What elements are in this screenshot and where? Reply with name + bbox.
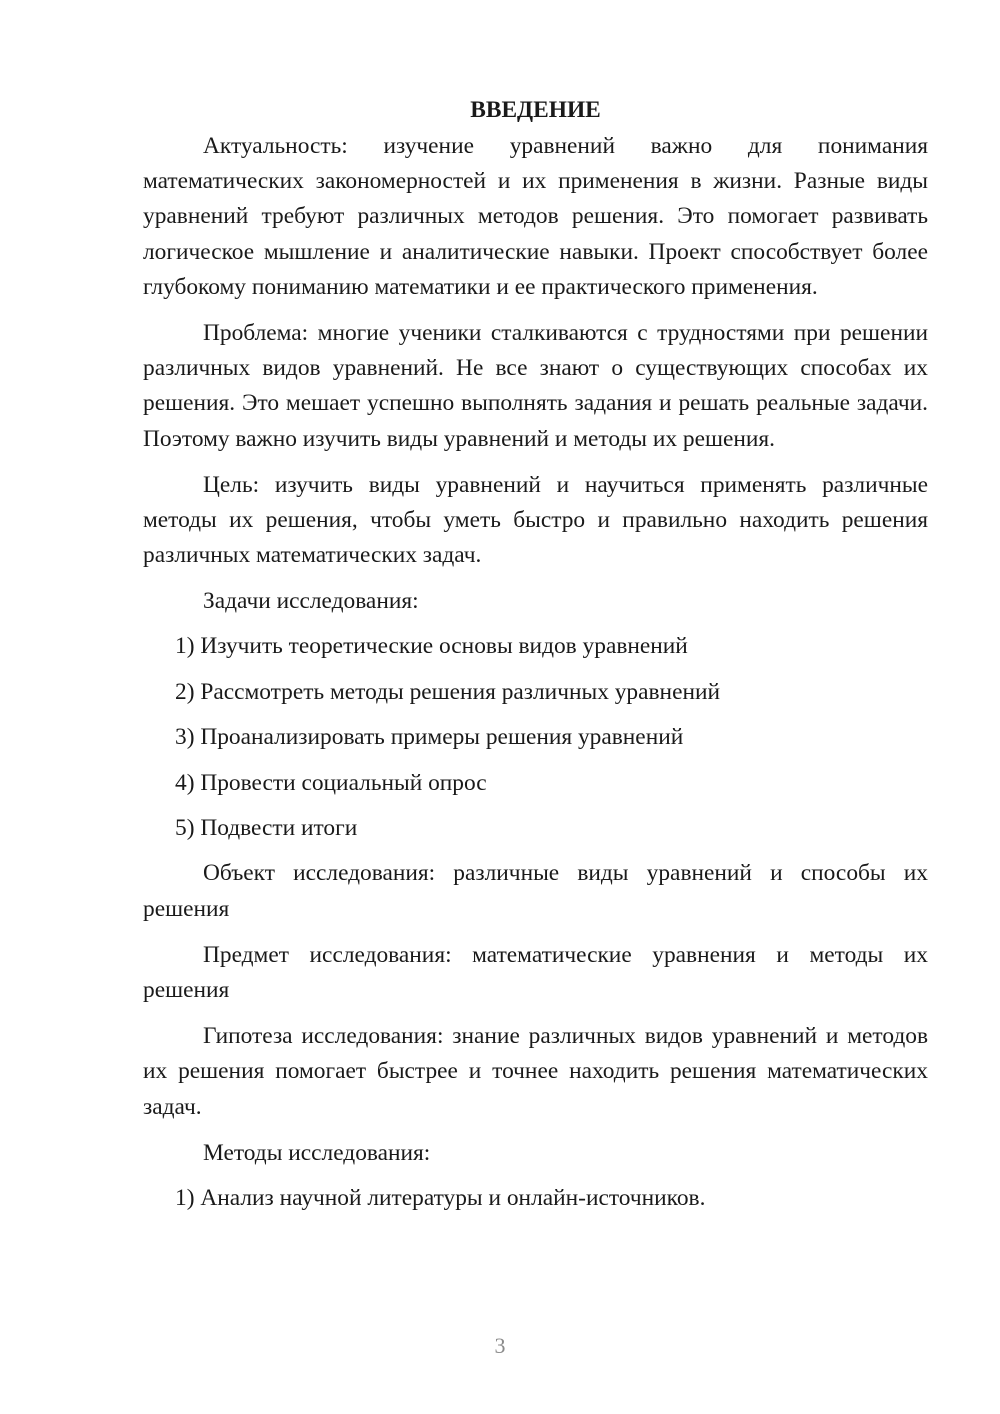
methods-list xyxy=(143,1181,928,1216)
paragraph-object: Объект исследования: различные виды уравнений и способы их решения xyxy=(143,860,928,922)
list-item: 5) Подвести итоги xyxy=(175,815,358,841)
paragraph-hypothesis: Гипотеза исследования: знание различных видов уравнений и методов их решения помогает быстрее и точнее находить решения математических задач. xyxy=(143,1023,928,1120)
section-title: ВВЕДЕНИЕ xyxy=(470,97,601,123)
paragraph-problem: Проблема: многие ученики сталкиваются с трудностями при решении различных видов уравнений. Не все знают о существующих способах их решения. Это мешает успешно выполнять задания и решать реальные задачи. Поэтому важно изучить виды уравнений и методы их решения. xyxy=(143,320,928,452)
tasks-list xyxy=(143,629,928,846)
paragraph-subject: Предмет исследования: математические уравнения и методы их решения xyxy=(143,941,928,1003)
list-item: 1) Анализ научной литературы и онлайн-источников. xyxy=(175,1184,706,1211)
paragraph-relevance: Актуальность: изучение уравнений важно для понимания математических закономерностей и их применения в жизни. Разные виды уравнений требуют различных методов решения. Это помогает развивать логическое мышление и аналитические навыки. Проект способствует более глубокому пониманию математики и ее практического применения. xyxy=(143,133,928,300)
list-item: 3) Проанализировать примеры решения уравнений xyxy=(175,724,684,751)
list-item: 4) Провести социальный опрос xyxy=(175,769,487,796)
document-page xyxy=(143,95,928,1226)
tasks-label: Задачи исследования: xyxy=(203,588,419,615)
methods-label: Методы исследования: xyxy=(203,1139,431,1166)
list-item: 1) Изучить теоретические основы видов уравнений xyxy=(175,633,688,660)
list-item: 2) Рассмотреть методы решения различных уравнений xyxy=(175,678,721,705)
page-number: 3 xyxy=(494,1333,506,1358)
paragraph-goal: Цель: изучить виды уравнений и научиться применять различные методы их решения, чтобы уметь быстро и правильно находить решения различных математических задач. xyxy=(143,471,928,569)
